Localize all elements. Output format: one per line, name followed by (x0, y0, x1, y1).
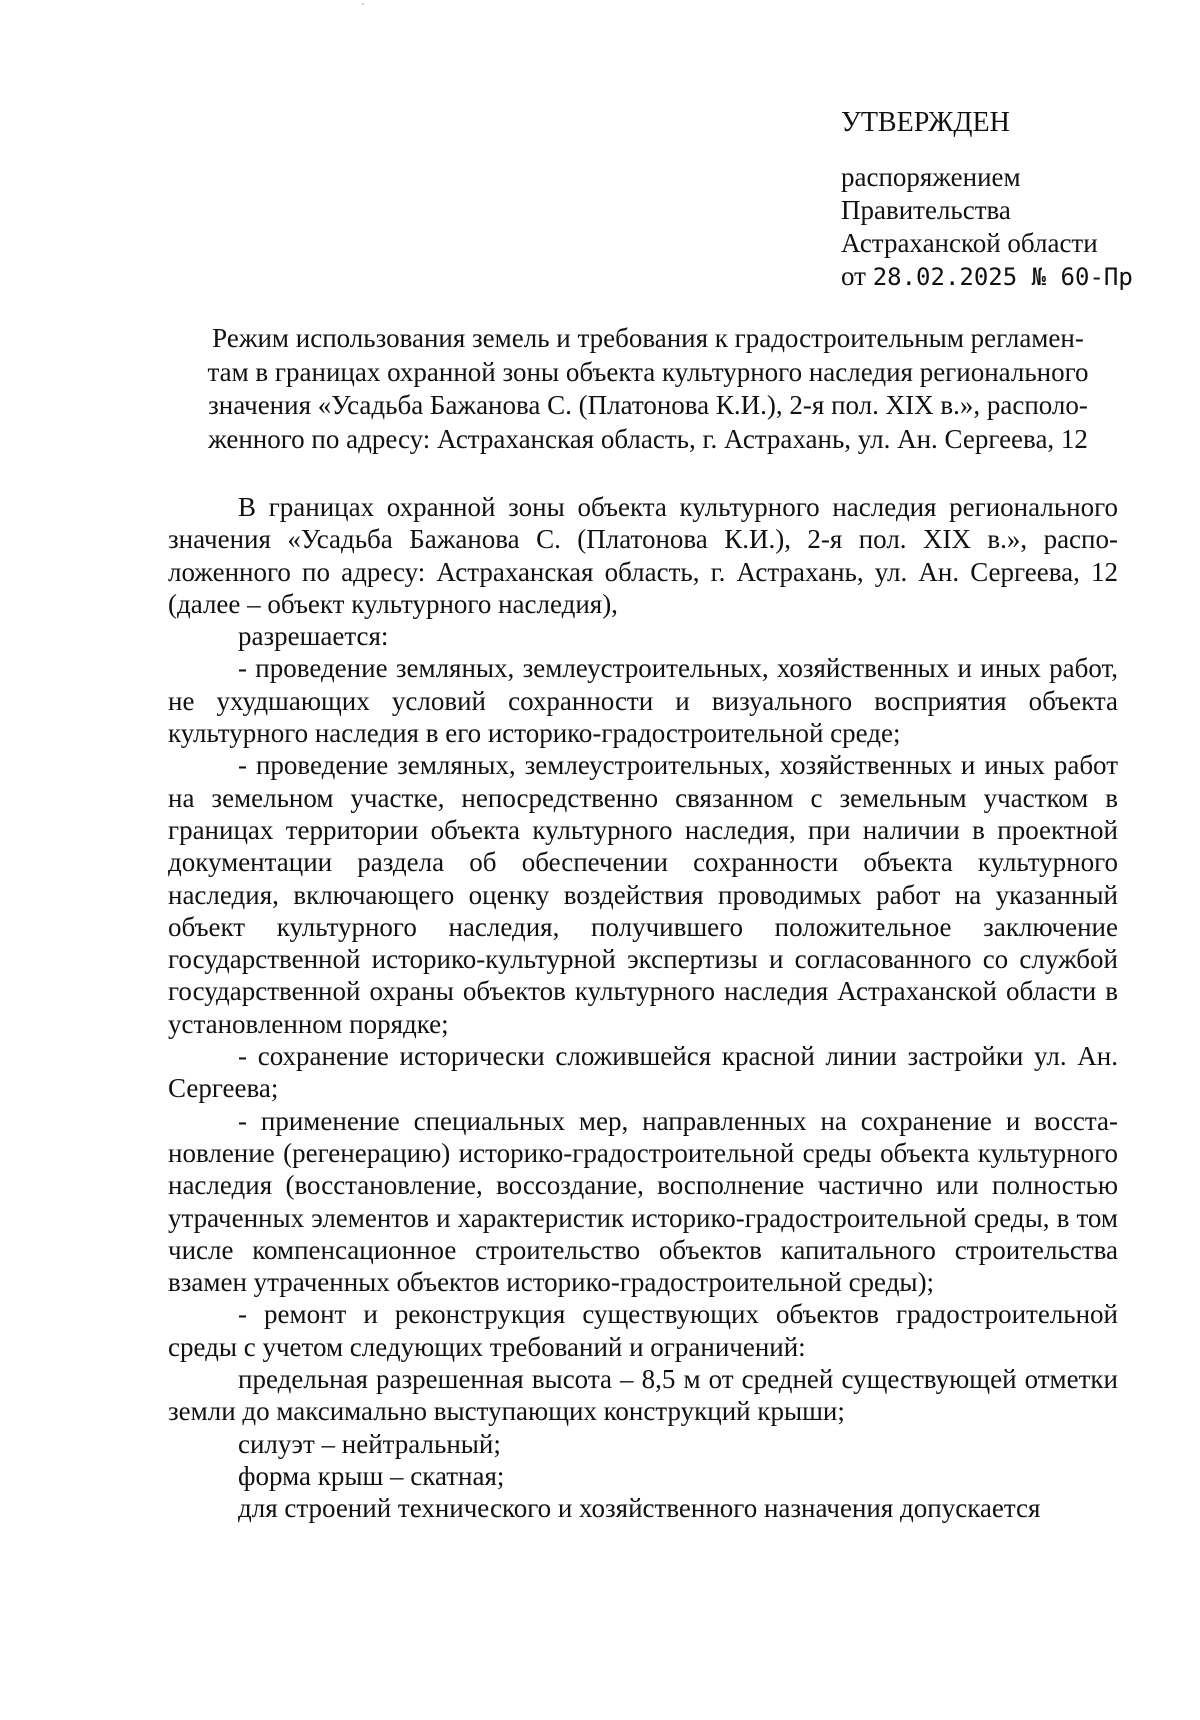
title-line: там в границах охранной зоны объекта культурного наследия регионального (207, 356, 1089, 387)
approval-heading: УТВЕРЖДЕН (841, 107, 1010, 138)
list-item: - проведение земляных, землеустроительных, хозяйственных и иных работ на земельном участке, непосредственно связанном с земельным участком в границах территории объекта культурного наследия, при наличии в проектной документации раздела об обеспечении сохранности объекта культурного наследия, включающего оценку воздействия проводимых работ на указанный объект культурного наследия, получившего положительное заключение государственной историко-культурной экспертизы и согласованного со службой государственной охраны объектов культурного наследия Астраханской области в установленном порядке; (168, 750, 1118, 1039)
list-item: - проведение земляных, землеустроительных, хозяйственных и иных работ, не ухудшающих условий сохранности и визуального восприятия объекта культурного наследия в его историко-градостроительной среде; (168, 653, 1118, 749)
approval-date-line (841, 260, 1181, 294)
approval-line: Астраханской области (841, 228, 1098, 258)
requirement-item: предельная разрешенная высота – 8,5 м от средней существующей отметки земли до максимально выступающих конструкций крыши; (168, 1364, 1118, 1427)
allowed-label: разрешается: (238, 621, 389, 652)
intro-paragraph: В границах охранной зоны объекта культурного наследия регионального значения «Усадьба Бажанова С. (Платонова К.И.), 2-я пол. XIX в.», расположенного по адресу: Астраханская область, г. Астрахань, ул. Ан. Сергеева, 12 (далее – объект культурного наследия), (168, 492, 1118, 619)
scan-speck: ˊ (361, 2, 365, 14)
list-item: - применение специальных мер, направленных на сохранение и восстановление (регенерацию) историко-градостроительной среды объекта культурного наследия (восстановление, воссоздание, восполнение частично или полностью утраченных элементов и характеристик историко-градостроительной среды, в том числе компенсационное строительство объектов капитального строительства взамен утраченных объектов историко-градостроительной среды); (168, 1105, 1118, 1298)
requirement-item: для строений технического и хозяйственного назначения допускается (238, 1493, 1041, 1524)
approval-block (841, 106, 1181, 294)
list-item: - ремонт и реконструкция существующих объектов градостроительной среды с учетом следующих требований и ограничений: (168, 1299, 1118, 1362)
document-title (168, 322, 1128, 456)
title-line: женного по адресу: Астраханская область, г. Астрахань, ул. Ан. Сергеева, 12 (208, 423, 1088, 454)
approval-line: Правительства (841, 195, 1011, 225)
list-item: - сохранение исторически сложившейся красной линии застройки ул. Ан. Сергеева; (168, 1041, 1118, 1104)
approval-date-stamp: 28.02.2025 № 60-Пр (872, 263, 1133, 291)
approval-date-prefix: от (841, 261, 866, 291)
requirement-item: форма крыш – скатная; (238, 1460, 505, 1491)
document-body (168, 491, 1118, 1525)
title-line: значения «Усадьба Бажанова С. (Платонова К.И.), 2-я пол. XIX в.», располо- (208, 390, 1088, 420)
approval-line: распоряжением (841, 162, 1021, 192)
requirement-item: силуэт – нейтральный; (238, 1428, 501, 1459)
title-line: Режим использования земель и требования к градостроительным регламен- (212, 323, 1084, 353)
